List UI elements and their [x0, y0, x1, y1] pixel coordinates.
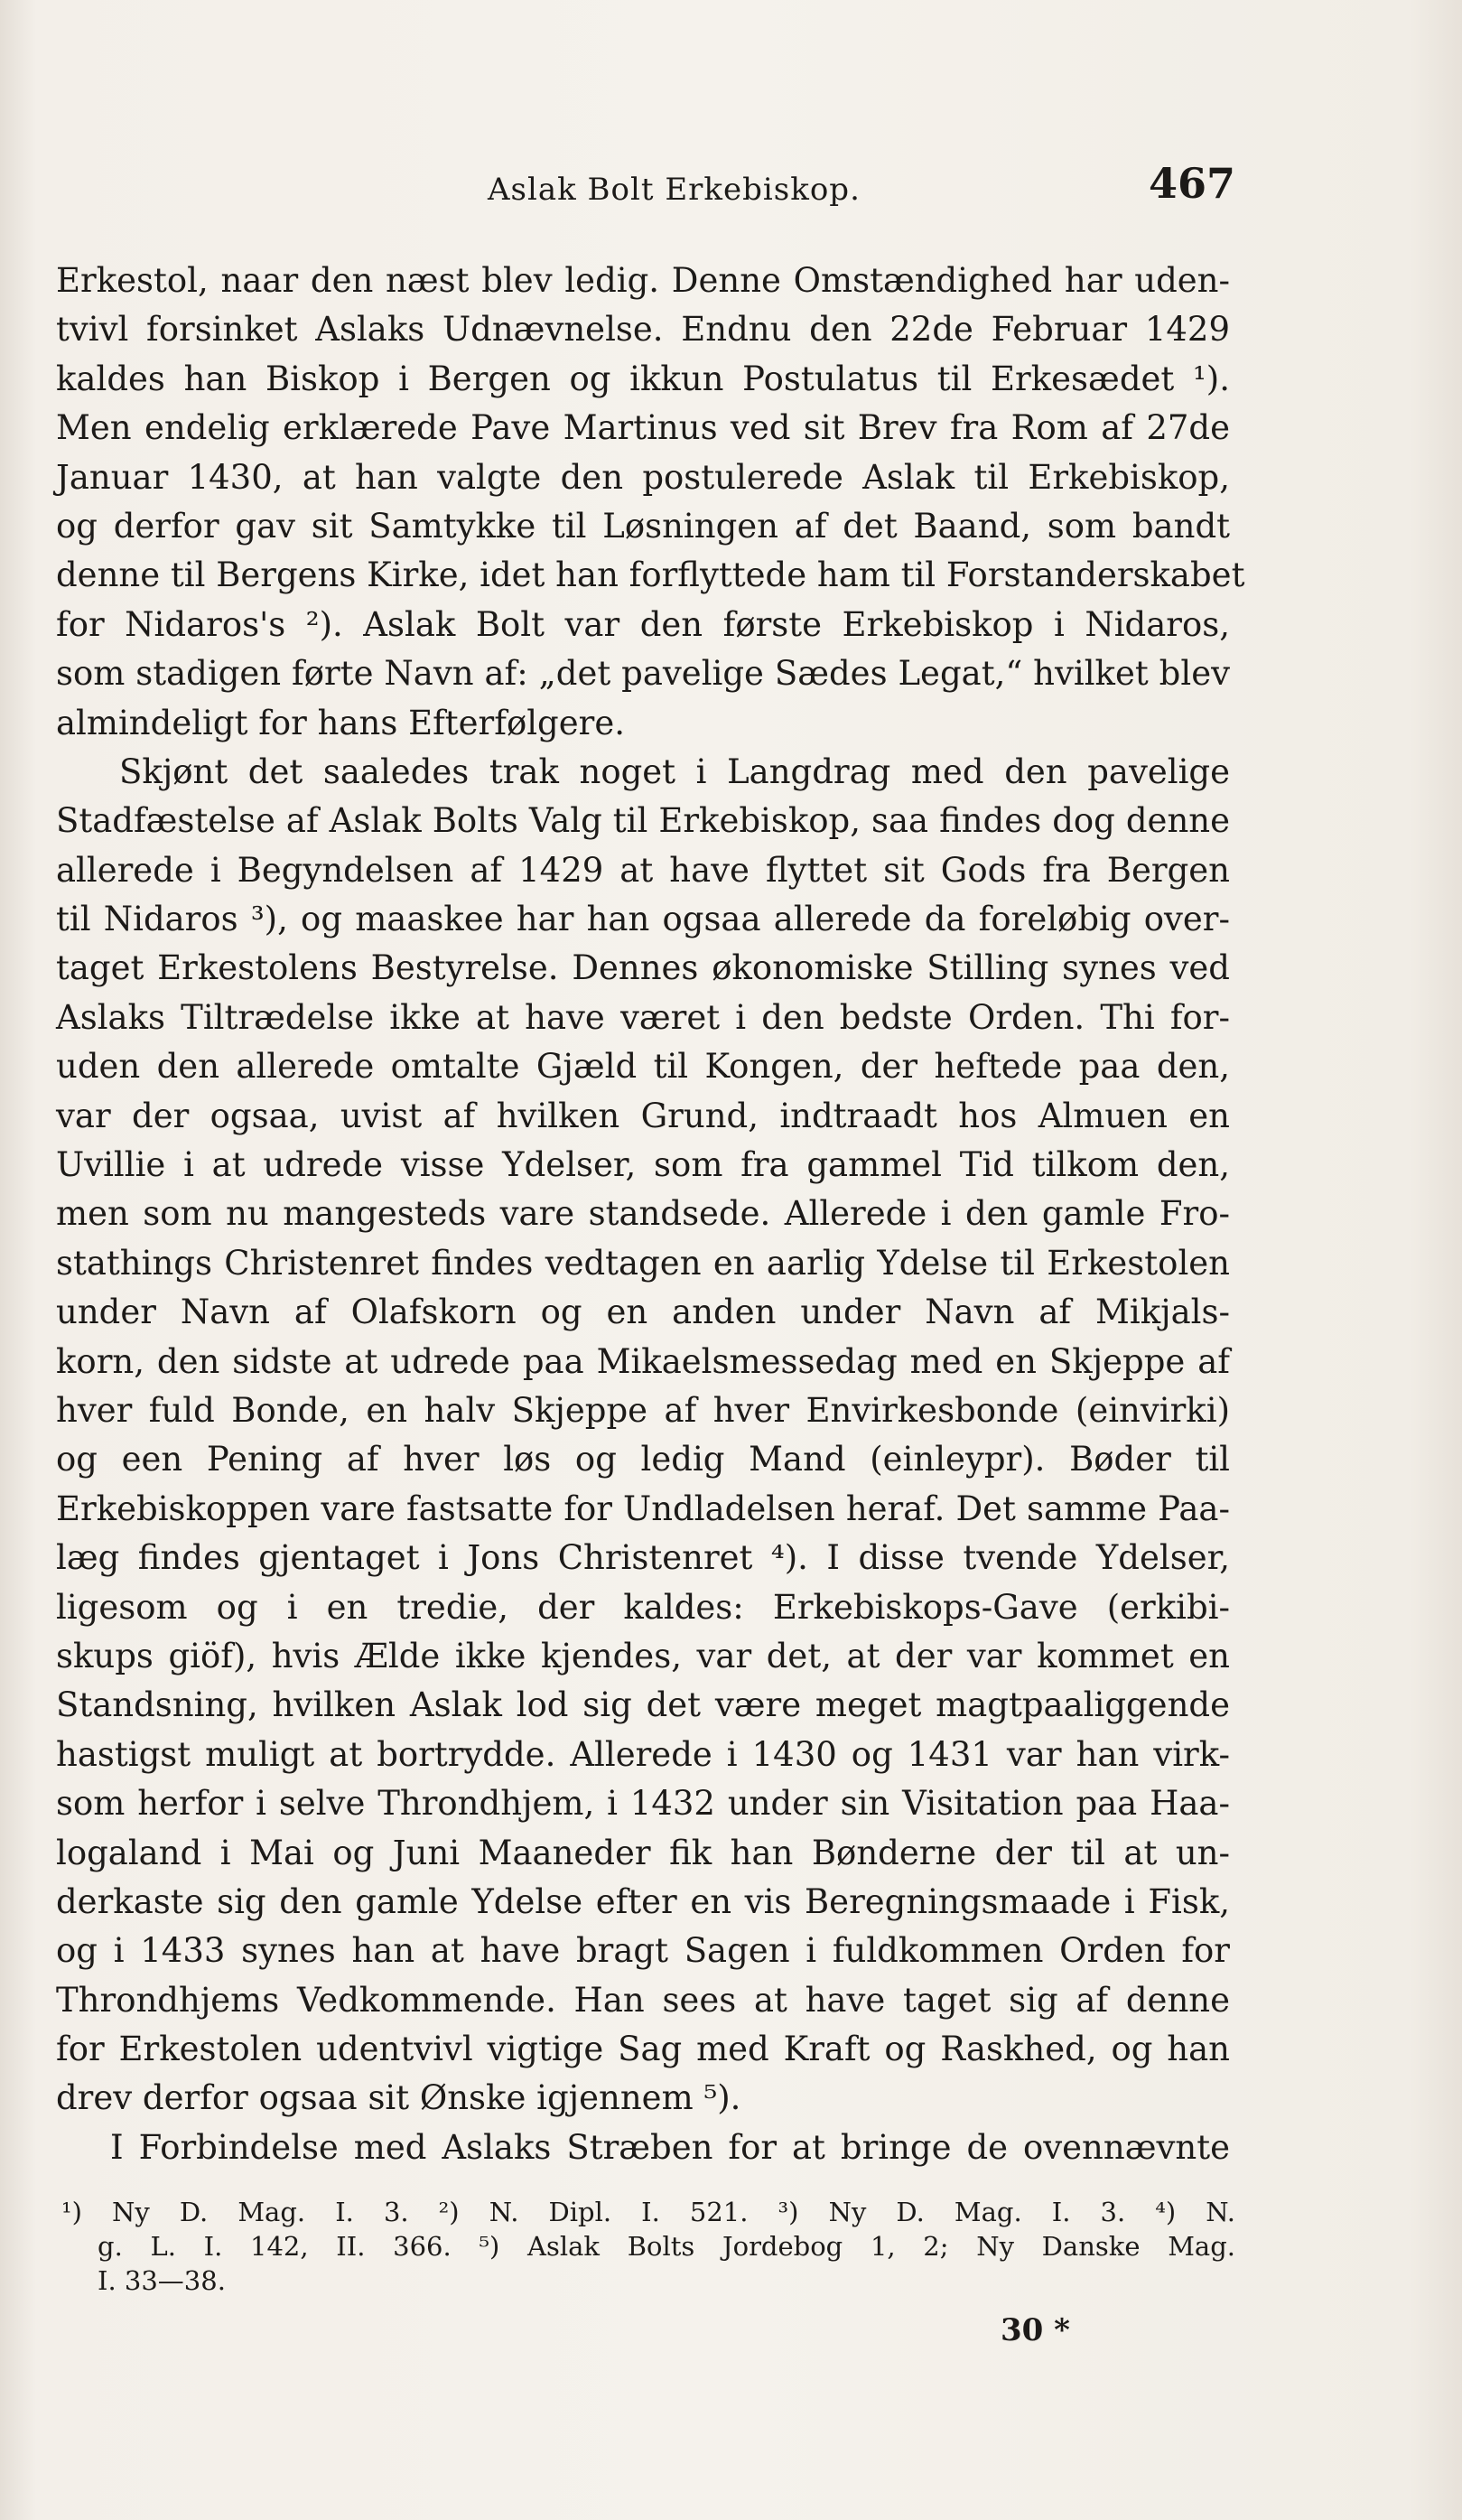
text-line: hver fuld Bonde, en halv Skjeppe af hver Envirkesbonde (einvirki): [56, 1390, 1230, 1430]
text-line: som herfor i selve Throndhjem, i 1432 under sin Visitation paa Haa-: [56, 1784, 1230, 1824]
text-line: Men endelig erklærede Pave Martinus ved sit Brev fra Rom af 27de: [56, 408, 1230, 448]
running-head: [0, 152, 1462, 224]
text-line: uden den allerede omtalte Gjæld til Kongen, der heftede paa den,: [56, 1047, 1230, 1087]
text-line: for Nidaros's ²). Aslak Bolt var den første Erkebiskop i Nidaros,: [56, 604, 1230, 644]
text-line: Standsning, hvilken Aslak lod sig det være meget magtpaaliggende: [56, 1685, 1230, 1725]
text-line: Januar 1430, at han valgte den postulerede Aslak til Erkebiskop,: [56, 457, 1230, 497]
text-line: hastigst muligt at bortrydde. Allerede i 1430 og 1431 var han virk-: [56, 1734, 1230, 1774]
page-number: 467: [1149, 159, 1236, 208]
text-line: Erkebiskoppen vare fastsatte for Undladelsen heraf. Det samme Paa-: [56, 1489, 1230, 1528]
text-line: taget Erkestolens Bestyrelse. Dennes økonomiske Stilling synes ved: [56, 948, 1230, 988]
text-line: Erkestol, naar den næst blev ledig. Denne Omstændighed har uden-: [56, 261, 1230, 300]
text-line: almindeligt for hans Efterfølgere.: [56, 703, 625, 742]
text-line: læg findes gjentaget i Jons Christenret ⁴). I disse tvende Ydelser,: [56, 1538, 1230, 1578]
text-line: kaldes han Biskop i Bergen og ikkun Postulatus til Erkesædet ¹).: [56, 359, 1230, 398]
text-line: under Navn af Olafskorn og en anden under Navn af Mikjals-: [56, 1293, 1230, 1332]
text-line: denne til Bergens Kirke, idet han forflyttede ham til Forstanderskabet: [56, 555, 1245, 595]
text-line: var der ogsaa, uvist af hvilken Grund, indtraadt hos Almuen en: [56, 1096, 1230, 1135]
text-line: stathings Christenret findes vedtagen en aarlig Ydelse til Erkestolen: [56, 1243, 1230, 1283]
text-line: og een Pening af hver løs og ledig Mand (einleypr). Bøder til: [56, 1440, 1230, 1479]
text-line: ligesom og i en tredie, der kaldes: Erkebiskops-Gave (erkibi-: [56, 1587, 1230, 1627]
footnote-line: g. L. I. 142, II. 366. ⁵) Aslak Bolts Jordebog 1, 2; Ny Danske Mag.: [98, 2231, 1235, 2262]
running-title: Aslak Bolt Erkebiskop.: [488, 172, 861, 208]
text-line: korn, den sidste at udrede paa Mikaelsmessedag med en Skjeppe af: [56, 1341, 1230, 1381]
text-line: logaland i Mai og Juni Maaneder fik han Bønderne der til at un-: [56, 1833, 1230, 1872]
text-line: drev derfor ogsaa sit Ønske igjennem ⁵).: [56, 2078, 741, 2118]
text-line: men som nu mangesteds vare standsede. Allerede i den gamle Fro-: [56, 1194, 1230, 1234]
text-line: Throndhjems Vedkommende. Han sees at have taget sig af denne: [56, 1980, 1230, 2020]
text-line: Skjønt det saaledes trak noget i Langdrag med den pavelige: [119, 751, 1230, 791]
footnote-line: ¹) Ny D. Mag. I. 3. ²) N. Dipl. I. 521. ³) Ny D. Mag. I. 3. ⁴) N.: [61, 2197, 1235, 2227]
text-line: som stadigen førte Navn af: „det pavelige Sædes Legat,“ hvilket blev: [56, 654, 1230, 694]
text-line: Uvillie i at udrede visse Ydelser, som fra gammel Tid tilkom den,: [56, 1145, 1230, 1185]
text-line: skups giöf), hvis Ælde ikke kjendes, var det, at der var kommet en: [56, 1636, 1230, 1675]
text-line: tvivl forsinket Aslaks Udnævnelse. Endnu den 22de Februar 1429: [56, 310, 1230, 350]
footnote-line: I. 33—38.: [98, 2265, 226, 2296]
text-line: Stadfæstelse af Aslak Bolts Valg til Erkebiskop, saa findes dog denne: [56, 801, 1230, 841]
body-text: [56, 257, 1245, 2172]
text-line: og i 1433 synes han at have bragt Sagen i fuldkommen Orden for: [56, 1931, 1230, 1971]
text-line: til Nidaros ³), og maaskee har han ogsaa allerede da foreløbig over-: [56, 900, 1230, 939]
text-line: Aslaks Tiltrædelse ikke at have været i den bedste Orden. Thi for-: [56, 997, 1230, 1037]
footnotes: [61, 2195, 1235, 2298]
text-line: og derfor gav sit Samtykke til Løsningen af det Baand, som bandt: [56, 506, 1230, 546]
text-line: allerede i Begyndelsen af 1429 at have flyttet sit Gods fra Bergen: [56, 850, 1230, 890]
text-line: derkaste sig den gamle Ydelse efter en vis Beregningsmaade i Fisk,: [56, 1881, 1230, 1921]
signature-mark: 30 *: [1001, 2312, 1070, 2348]
text-line: I Forbindelse med Aslaks Stræben for at bringe de ovennævnte: [110, 2127, 1230, 2167]
text-line: for Erkestolen udentvivl vigtige Sag med Kraft og Raskhed, og han: [56, 2030, 1230, 2069]
